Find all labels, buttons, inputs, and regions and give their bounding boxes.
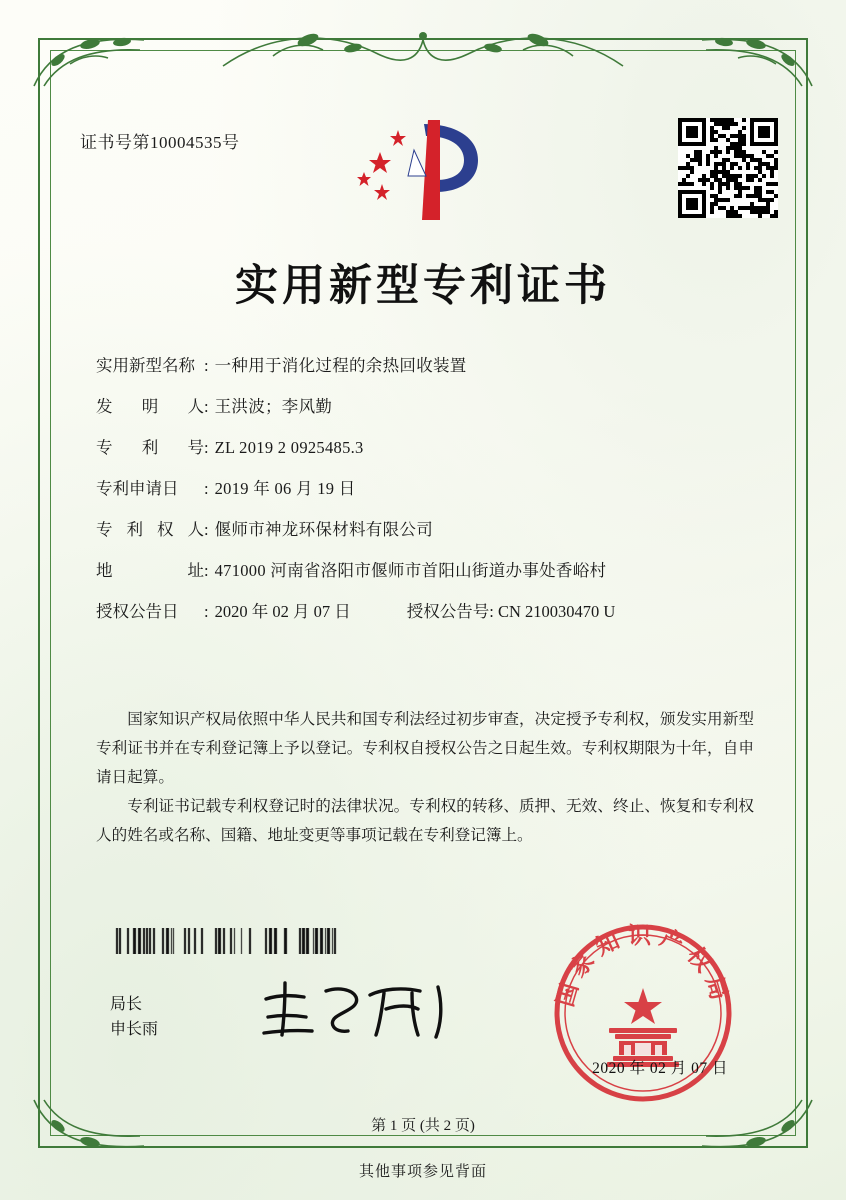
top-ornament xyxy=(213,26,633,70)
field-label: 专利申请日 xyxy=(96,479,179,498)
label-char: 发 xyxy=(96,397,113,416)
label-char: 权 xyxy=(157,520,174,539)
field-colon: : xyxy=(204,397,209,416)
field-colon: : xyxy=(204,356,209,375)
svg-text:国家知识产权局: 国家知识产权局 xyxy=(552,923,734,1010)
qr-code xyxy=(678,118,778,218)
official-seal xyxy=(548,918,738,1108)
field-grant-row xyxy=(96,604,756,621)
field-label xyxy=(96,522,204,539)
field-patentee xyxy=(96,522,756,539)
field-label xyxy=(96,399,204,416)
label-char: 明 xyxy=(141,397,159,416)
paragraph-2: 专利证书记载专利权登记时的法律状况。专利权的转移、质押、无效、终止、恢复和专利权人的姓名或名称、国籍、地址变更等事项记载在专利登记簿上。 xyxy=(96,798,754,844)
label-char: 号 xyxy=(187,438,204,457)
field-list xyxy=(96,358,756,645)
label-char: 址 xyxy=(187,561,204,580)
label-char: 人 xyxy=(187,520,204,539)
grant-no-value: CN 210030470 U xyxy=(497,602,616,621)
label-char: 利 xyxy=(126,520,143,539)
label-char: 地 xyxy=(96,561,113,580)
page-title: 实用新型专利证书 xyxy=(235,263,611,310)
field-label: 实用新型名称 xyxy=(96,356,195,375)
field-label xyxy=(96,563,204,580)
field-value: 王洪波；李风勤 xyxy=(214,397,333,416)
field-colon: : xyxy=(204,561,209,580)
page-number: 第 1 页 (共 2 页) xyxy=(371,1118,475,1134)
signature-role-label: 局长 xyxy=(110,996,143,1013)
label-char: 利 xyxy=(141,438,159,457)
label-char: 专 xyxy=(96,438,113,457)
grant-no-label: 授权公告号 xyxy=(406,602,490,621)
label-char: 人 xyxy=(187,397,204,416)
field-patent-no xyxy=(96,440,756,457)
grant-values xyxy=(215,604,616,621)
seal-date: 2020 年 02 月 07 日 xyxy=(592,1060,728,1077)
paragraph-1: 国家知识产权局依照中华人民共和国专利法经过初步审查，决定授予专利权，颁发实用新型专利证书并在专利登记簿上予以登记。专利权自授权公告之日起生效。专利权期限为十年，自申请日起算。 xyxy=(96,711,754,786)
barcode xyxy=(110,928,340,954)
field-application-date xyxy=(96,481,756,498)
field-colon: : xyxy=(204,602,209,621)
field-utility-model-name xyxy=(96,358,756,375)
body-text xyxy=(96,705,754,850)
footer-note: 其他事项参见背面 xyxy=(358,1164,487,1180)
grant-date-value: 2020 年 02 月 07 日 xyxy=(214,602,351,621)
cnipa-logo-icon xyxy=(352,116,492,224)
field-value: 偃师市神龙环保材料有限公司 xyxy=(214,520,433,539)
field-value: 471000 河南省洛阳市偃师市首阳山街道办事处香峪村 xyxy=(214,561,607,580)
field-value: 一种用于消化过程的余热回收装置 xyxy=(214,356,467,375)
certificate-number: 证书号第10004535号 xyxy=(80,133,240,152)
signature-name: 申长雨 xyxy=(110,1021,159,1038)
field-value: 2019 年 06 月 19 日 xyxy=(214,479,356,498)
signature-block xyxy=(110,992,158,1042)
field-colon: : xyxy=(204,438,209,457)
field-colon: : xyxy=(204,479,209,498)
field-colon: : xyxy=(204,520,209,539)
field-address xyxy=(96,563,756,580)
grant-date-label: 授权公告日 xyxy=(96,602,179,621)
handwritten-signature xyxy=(252,975,452,1045)
field-label xyxy=(96,440,204,457)
field-colon: : xyxy=(489,602,498,621)
field-inventor xyxy=(96,399,756,416)
label-char: 专 xyxy=(96,520,113,539)
field-value: ZL 2019 2 0925485.3 xyxy=(214,438,364,457)
